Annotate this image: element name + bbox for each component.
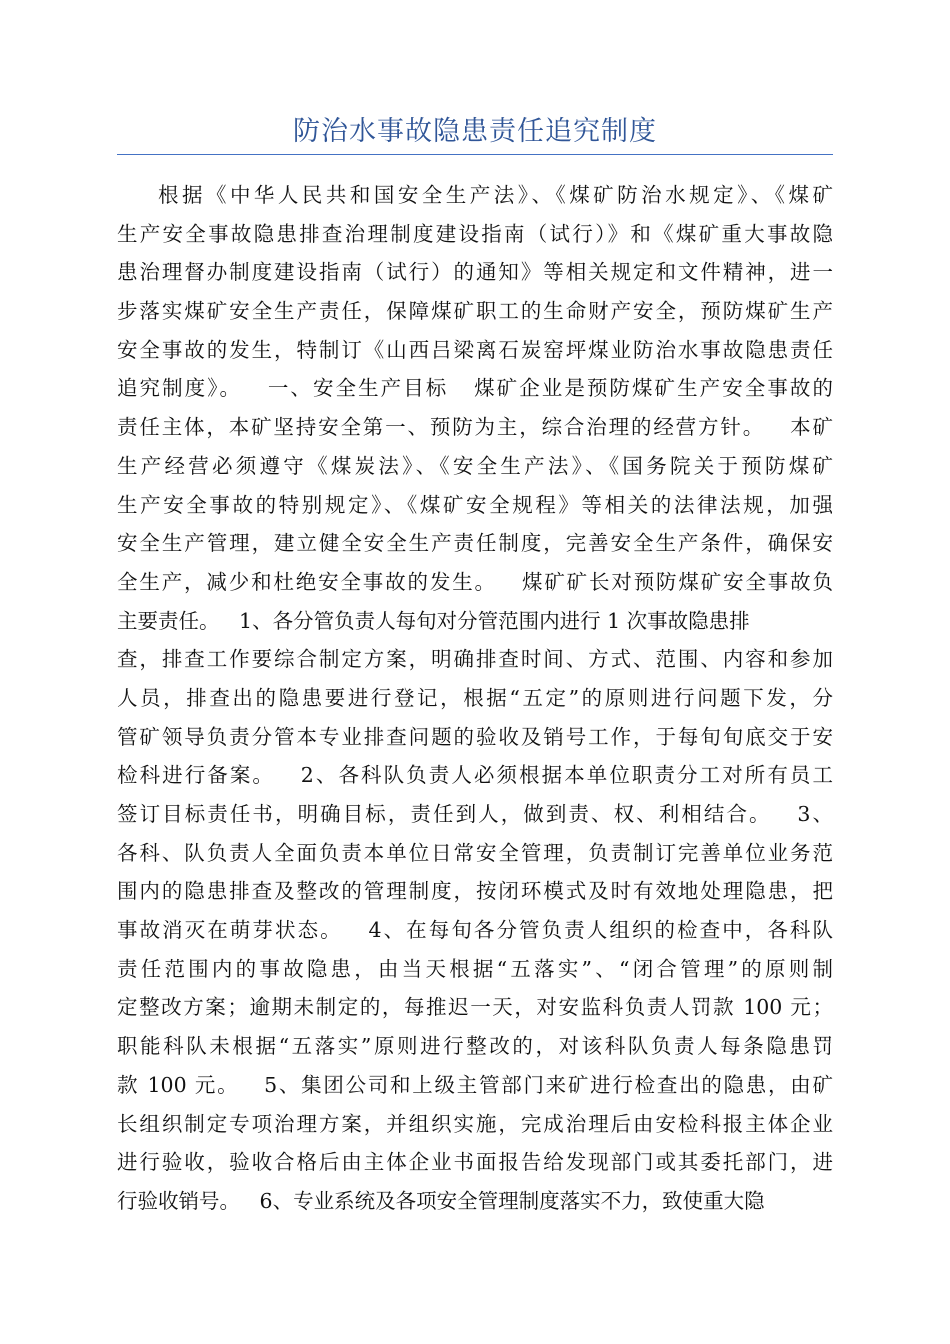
body-line: 生产安全事故隐患排查治理制度建设指南（试行）》和《煤矿重大事故隐 [117, 221, 833, 246]
body-line: 主要责任。 1、各分管负责人每旬对分管范围内进行 1 次事故隐患排 [117, 608, 750, 633]
body-line: 追究制度》。 一、安全生产目标 煤矿企业是预防煤矿生产安全事故的 [117, 376, 833, 401]
body-line: 人员，排查出的隐患要进行登记，根据“五定”的原则进行问题下发，分 [117, 685, 833, 710]
body-line: 款 100 元。 5、集团公司和上级主管部门来矿进行检查出的隐患，由矿 [117, 1072, 833, 1097]
body-line: 各科、队负责人全面负责本单位日常安全管理，负责制订完善单位业务范 [117, 840, 833, 865]
title-underline-rule [117, 154, 833, 155]
body-line: 围内的隐患排查及整改的管理制度，按闭环模式及时有效地处理隐患，把 [117, 879, 833, 904]
body-line: 长组织制定专项治理方案，并组织实施，完成治理后由安检科报主体企业 [117, 1111, 833, 1136]
body-line: 责任范围内的事故隐患，由当天根据“五落实”、“闭合管理”的原则制 [117, 956, 833, 981]
body-line: 生产经营必须遵守《煤炭法》、《安全生产法》、《国务院关于预防煤矿 [117, 453, 833, 478]
body-line: 生产安全事故的特别规定》、《煤矿安全规程》等相关的法律法规，加强 [117, 492, 833, 517]
body-line: 签订目标责任书，明确目标，责任到人，做到责、权、利相结合。 3、 [117, 802, 833, 826]
body-line: 步落实煤矿安全生产责任，保障煤矿职工的生命财产安全，预防煤矿生产 [117, 299, 833, 324]
body-line: 定整改方案；逾期未制定的，每推迟一天，对安监科负责人罚款 100 元； [117, 995, 833, 1020]
body-line: 事故消灭在萌芽状态。 4、在每旬各分管负责人组织的检查中，各科队 [117, 918, 833, 943]
body-line: 根据《中华人民共和国安全生产法》、《煤矿防治水规定》、《煤矿 [158, 183, 833, 207]
body-line: 查，排查工作要综合制定方案，明确排查时间、方式、范围、内容和参加 [117, 647, 833, 672]
body-line: 检科进行备案。 2、各科队负责人必须根据本单位职责分工对所有员工 [117, 763, 833, 788]
body-line: 管矿领导负责分管本专业排查问题的验收及销号工作，于每旬旬底交于安 [117, 724, 833, 749]
body-line: 行验收销号。 6、专业系统及各项安全管理制度落实不力，致使重大隐 [117, 1188, 765, 1213]
body-line: 全生产，减少和杜绝安全事故的发生。 煤矿矿长对预防煤矿安全事故负 [117, 569, 833, 594]
body-line: 职能科队未根据“五落实”原则进行整改的，对该科队负责人每条隐患罚 [117, 1034, 833, 1059]
document-title: 防治水事故隐患责任追究制度 [293, 116, 657, 147]
document-body [117, 176, 833, 1221]
body-line: 责任主体，本矿坚持安全第一、预防为主，综合治理的经营方针。 本矿 [117, 415, 833, 440]
body-line: 进行验收，验收合格后由主体企业书面报告给发现部门或其委托部门，进 [117, 1150, 833, 1175]
body-line: 安全事故的发生，特制订《山西吕梁离石炭窑坪煤业防治水事故隐患责任 [117, 337, 833, 362]
body-line: 安全生产管理，建立健全安全生产责任制度，完善安全生产条件，确保安 [117, 531, 833, 556]
body-line: 患治理督办制度建设指南（试行）的通知》等相关规定和文件精神，进一 [117, 260, 833, 285]
